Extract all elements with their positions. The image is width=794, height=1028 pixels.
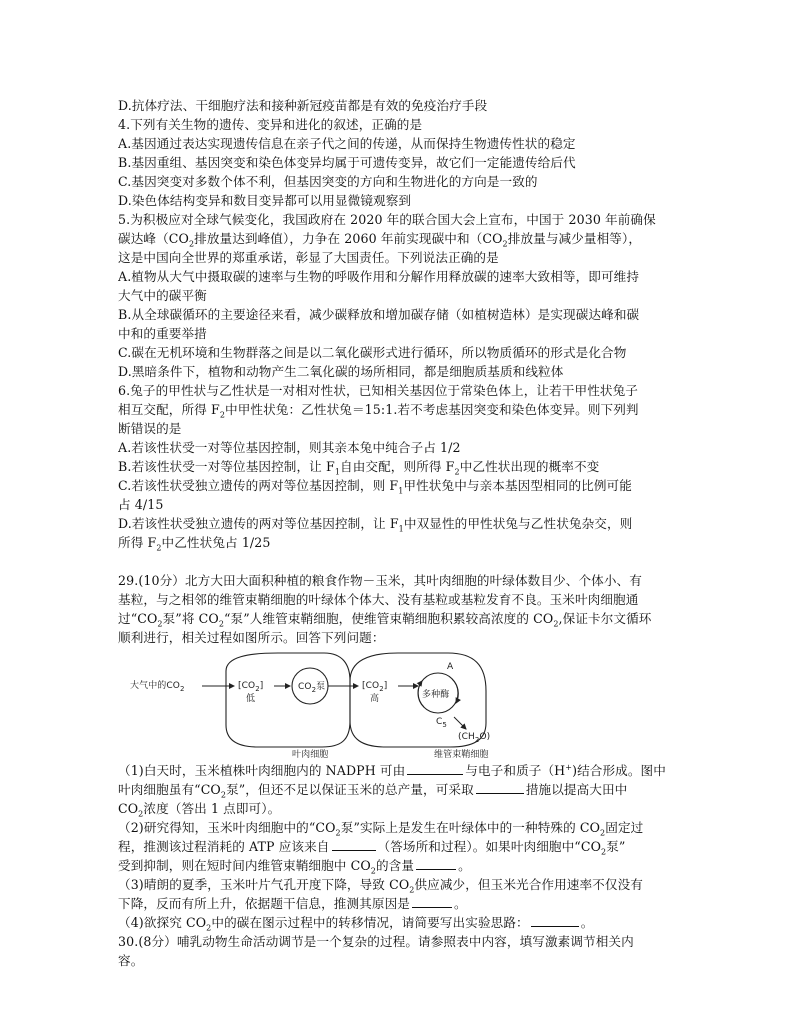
- answer-blank-1[interactable]: [407, 762, 463, 775]
- q6-option-c-line-2: 占 4/15: [118, 497, 164, 512]
- q30-stem-line-1: 30.(8分）哺乳动物生命活动调节是一个复杂的过程。请参照表中内容，填写激素调节相关内: [118, 934, 634, 949]
- co2-low-level: 低: [246, 694, 256, 704]
- q5-stem-line-1: 5.为积极应对全球气候变化，我国政府在 2020 年的联合国大会上宣布，中国于 2030 年前确保: [118, 212, 656, 227]
- cycle-label-a: A: [447, 662, 454, 672]
- q5-option-a-line-1: A.植物从大气中摄取碳的速率与生物的呼吸作用和分解作用释放碳的速率大致相等，即可维持: [118, 269, 640, 284]
- q29-stem-line-2: 基粒，与之相邻的维管束鞘细胞的叶绿体个体大、没有基粒或基粒发育不良。玉米叶肉细胞通: [118, 592, 639, 607]
- co2-pump-label: $CO_2$泵: [298, 682, 326, 694]
- q4-stem: 4.下列有关生物的遗传、变异和进化的叙述，正确的是: [118, 117, 423, 132]
- arrow-to-ch2o: [454, 717, 466, 729]
- q29-stem-line-4: 顺利进行，相关过程如图所示。回答下列问题：: [118, 630, 385, 645]
- q6-option-d-line-1: D.若该性状受独立遗传的两对等位基因控制，让 $F_1$中双显性的甲性状兔与乙性状兔杂交，则: [118, 516, 633, 533]
- q29-stem-line-3: 过“$CO_2$泵”将 $CO_2“$泵”人维管束鞘细胞，使维管束鞘细胞积累较高浓度的 $CO_2$,保证卡尔文循环: [118, 611, 652, 628]
- ch2o-label: $(CH_2O)$: [458, 732, 491, 744]
- q30-stem-line-2: 容。: [118, 953, 144, 968]
- q3-option-d: D.抗体疗法、干细胞疗法和接种新冠疫苗都是有效的免疫治疗手段: [118, 98, 488, 113]
- enzymes-label: 多种酶: [422, 690, 450, 700]
- q6-stem-line-1: 6.兔子的甲性状与乙性状是一对相对性状，已知相关基因位于常染色体上，让若干甲性状兔子: [118, 383, 638, 398]
- q5-option-b-line-2: 中和的重要举措: [118, 326, 207, 341]
- q6-stem-line-2: 相互交配，所得 $F_2$中甲性状兔：乙性状兔＝15:1.若不考虑基因突变和染色体变异。则下列判: [118, 402, 639, 419]
- q5-option-d: D.黑暗条件下，植物和动物产生二氧化碳的场所相同，都是细胞质基质和线粒体: [118, 364, 564, 379]
- q6-option-a: A.若该性状受一对等位基因控制，则其亲本兔中纯合子占 1/2: [118, 440, 461, 455]
- bundle-sheath-cell-label: 维管束鞘细胞: [434, 750, 489, 759]
- q6-option-c-line-1: C.若该性状受独立遗传的两对等位基因控制，则 $F_1$甲性状兔中与亲本基因型相同的比例可能: [118, 478, 632, 495]
- q29-stem-line-1: 29.(10分）北方大田大面积种植的粮食作物－玉米，其叶肉细胞的叶绿体数目少、个体小、有: [118, 573, 642, 588]
- answer-blank-6[interactable]: [531, 914, 579, 927]
- q29-part4-line-1: （4)欲探究 $CO_2$中的碳在图示过程中的转移情况，请简要写出实验思路： 。: [118, 915, 594, 932]
- c4-pathway-svg: [118, 651, 684, 759]
- mesophyll-cell-outline: [226, 653, 350, 747]
- answer-blank-2[interactable]: [476, 781, 524, 794]
- q5-option-b-line-1: B.从全球碳循环的主要途径来看，减少碳释放和增加碳存储（如植树造林）是实现碳达峰和碳: [118, 307, 640, 322]
- co2-low-label: $[CO_2]$: [238, 681, 264, 693]
- q29-part1-line-2: 叶肉细胞虽有“$CO_2$泵”，但还不足以保证玉米的总产量，可采取 措施以提高大田中: [118, 782, 628, 799]
- q29-part2-line-1: （2)研究得知，玉米叶肉细胞中的“$CO_2$泵”实际上是发生在叶绿体中的一种特殊的 $CO_2$固定过: [118, 820, 644, 837]
- q29-part3-line-2: 下降，反而有所上升，依据题干信息，推测其原因是 。: [118, 896, 467, 911]
- atmosphere-co2-label: 大气中的$CO_2$: [130, 681, 185, 693]
- co2-high-label: $[CO_2]$: [362, 681, 388, 693]
- q5-stem-line-3: 这是中国向全世界的郑重承诺，彰显了大国责任。下列说法正确的是: [118, 250, 499, 265]
- mesophyll-cell-label: 叶肉细胞: [292, 750, 329, 759]
- section-gap: [118, 552, 684, 571]
- c4-pathway-diagram: [118, 651, 684, 759]
- q4-option-c: C.基因突变对多数个体不利，但基因突变的方向和生物进化的方向是一致的: [118, 174, 538, 189]
- q29-part2-line-3: 受到抑制，则在短时间内维管束鞘细胞中 $CO_2$的含量 。: [118, 858, 471, 875]
- answer-blank-5[interactable]: [412, 895, 452, 908]
- q6-stem-line-3: 断错误的是: [118, 421, 182, 436]
- cycle-label-c: $C_5$: [436, 717, 447, 729]
- q6-option-d-line-2: 所得 $F_2$中乙性状兔占 1/25: [118, 535, 271, 552]
- q4-option-b: B.基因重组、基因突变和染色体变异均属于可遗传变异，故它们一定能遗传给后代: [118, 155, 576, 170]
- q5-stem-line-2: 碳达峰（$CO_2$排放量达到峰值），力争在 2060 年前实现碳中和（$CO_2$排放量与减少量相等），: [118, 231, 642, 248]
- exam-content: [118, 96, 684, 970]
- q5-option-c: C.碳在无机环境和生物群落之间是以二氧化碳形式进行循环，所以物质循环的形式是化合物: [118, 345, 627, 360]
- q5-option-a-line-2: 大气中的碳平衡: [118, 288, 207, 303]
- q29-part2-line-2: 程，推测该过程消耗的 ATP 应该来自 （答场所和过程）。如果叶肉细胞中“$CO_2$泵”: [118, 839, 626, 856]
- answer-blank-3[interactable]: [332, 838, 376, 851]
- q29-part1-line-3: $CO_2$浓度（答出 1 点即可）。: [118, 801, 281, 818]
- answer-blank-4[interactable]: [416, 857, 456, 870]
- q4-option-d: D.染色体结构变异和数目变异都可以用显微镜观察到: [118, 193, 412, 208]
- q6-option-b: B.若该性状受一对等位基因控制，让 $F_1$自由交配，则所得 $F_2$中乙性状出现的概率不变: [118, 459, 600, 476]
- q29-part1-line-1: （1)白天时，玉米植株叶肉细胞内的 NADPH 可由 与电子和质子（H+)结合形成。图中: [118, 762, 666, 778]
- q29-part3-line-1: （3)晴朗的夏季，玉米叶片气孔开度下降，导致 $CO_2$供应减少，但玉米光合作用速率不仅没有: [118, 877, 643, 894]
- q4-option-a: A.基因通过表达实现遗传信息在亲子代之间的传递，从而保持生物遗传性状的稳定: [118, 136, 576, 151]
- co2-high-level: 高: [370, 694, 380, 704]
